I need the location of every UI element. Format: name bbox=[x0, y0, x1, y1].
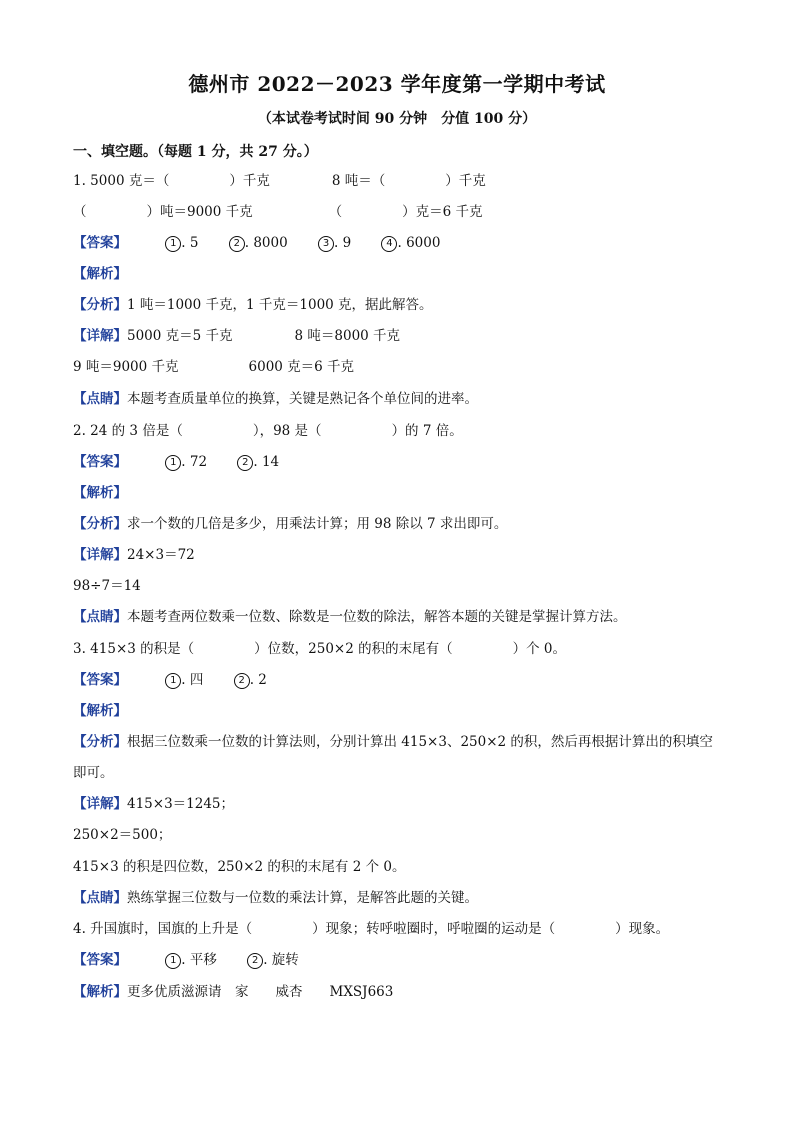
detail-row: 【详解】24×3＝72 bbox=[73, 547, 195, 563]
point-row: 【点睛】本题考查两位数乘一位数、除数是一位数的除法，解答本题的关键是掌握计算方法。 bbox=[73, 609, 627, 625]
q1-part: ）克＝6 千克 bbox=[402, 204, 483, 220]
answer-row: 【答案】 1 . 四 2 . 2 bbox=[73, 672, 267, 688]
circled-number-icon: 2 bbox=[234, 673, 250, 689]
answer-item: 3 . 9 bbox=[318, 234, 351, 252]
fenxi-row: 【分析】1 吨＝1000 千克，1 千克＝1000 克，据此解答。 bbox=[73, 297, 433, 313]
page-title: 德州市 2022－2023 学年度第一学期中考试 bbox=[188, 72, 606, 96]
detail-row: 【详解】5000 克＝5 千克 8 吨＝8000 千克 bbox=[73, 328, 401, 344]
answer-item: 1 . 5 bbox=[165, 234, 198, 252]
question-1-line-1 bbox=[73, 172, 486, 190]
answer-row: 【答案】 1 . 平移 2 . 旋转 bbox=[73, 952, 299, 968]
question-1-line-2 bbox=[73, 203, 483, 221]
q1-part: 1. 5000 克＝（ bbox=[73, 173, 170, 189]
analysis-row: 【解析】 bbox=[73, 703, 127, 719]
answer-item: 1 . 平移 bbox=[165, 951, 217, 969]
answer-item: 2 . 8000 bbox=[229, 234, 288, 252]
answer-row bbox=[73, 234, 466, 252]
analysis-row: 【解析】更多优质滋源请 家 威杏 MXSJ663 bbox=[73, 984, 394, 1000]
analysis-row: 【解析】 bbox=[73, 485, 127, 501]
circled-number-icon: 1 bbox=[165, 455, 181, 471]
circled-number-icon: 1 bbox=[165, 953, 181, 969]
q1-part: 8 吨＝（ bbox=[331, 173, 386, 189]
question-3-line: 3. 415×3 的积是（ ）位数，250×2 的积的末尾有（ ）个 0。 bbox=[73, 641, 566, 657]
circled-number-icon: 4 bbox=[381, 236, 397, 252]
section-heading: 一、填空题。（每题 1 分，共 27 分。） bbox=[73, 144, 318, 160]
circled-number-icon: 3 bbox=[318, 236, 334, 252]
q1-part: ）吨＝9000 千克 bbox=[146, 204, 253, 220]
circled-number-icon: 2 bbox=[237, 455, 253, 471]
detail-row: 250×2＝500； bbox=[73, 827, 172, 843]
fenxi-row: 【分析】根据三位数乘一位数的计算法则，分别计算出 415×3、250×2 的积，然后再根据计算出的积填空 bbox=[73, 734, 713, 750]
detail-row: 【详解】415×3＝1245； bbox=[73, 796, 235, 812]
question-4-line: 4. 升国旗时，国旗的上升是（ ）现象；转呼啦圈时，呼啦圈的运动是（ ）现象。 bbox=[73, 921, 670, 937]
answer-row: 【答案】 1 . 72 2 . 14 bbox=[73, 454, 280, 470]
analysis-row: 【解析】 bbox=[73, 266, 127, 282]
detail-row: 98÷7＝14 bbox=[73, 578, 141, 594]
detail-row: 415×3 的积是四位数，250×2 的积的末尾有 2 个 0。 bbox=[73, 859, 406, 875]
point-row: 【点睛】本题考查质量单位的换算，关键是熟记各个单位间的进率。 bbox=[73, 391, 478, 407]
answer-item: 2 . 旋转 bbox=[247, 951, 299, 969]
page-subtitle: （本试卷考试时间 90 分钟 分值 100 分） bbox=[257, 111, 537, 127]
q1-part: ）千克 bbox=[445, 173, 486, 189]
circled-number-icon: 1 bbox=[165, 673, 181, 689]
q1-part: （ bbox=[73, 204, 87, 220]
answer-item: 2 . 2 bbox=[234, 671, 267, 689]
circled-number-icon: 2 bbox=[247, 953, 263, 969]
answer-item: 1 . 四 bbox=[165, 671, 203, 689]
fenxi-row-cont: 即可。 bbox=[73, 765, 114, 781]
answer-item: 2 . 14 bbox=[237, 453, 279, 471]
question-2-line: 2. 24 的 3 倍是（ ），98 是（ ）的 7 倍。 bbox=[73, 423, 463, 439]
circled-number-icon: 2 bbox=[229, 236, 245, 252]
detail-row: 9 吨＝9000 千克 6000 克＝6 千克 bbox=[73, 359, 355, 375]
fenxi-row: 【分析】求一个数的几倍是多少，用乘法计算；用 98 除以 7 求出即可。 bbox=[73, 516, 508, 532]
answer-item: 4 . 6000 bbox=[381, 234, 440, 252]
q1-part: ）千克 bbox=[229, 173, 270, 189]
point-row: 【点睛】熟练掌握三位数与一位数的乘法计算，是解答此题的关键。 bbox=[73, 890, 478, 906]
answer-tag: 【答案】 bbox=[73, 235, 127, 251]
circled-number-icon: 1 bbox=[165, 236, 181, 252]
q1-part: （ bbox=[328, 204, 343, 220]
answer-item: 1 . 72 bbox=[165, 453, 207, 471]
